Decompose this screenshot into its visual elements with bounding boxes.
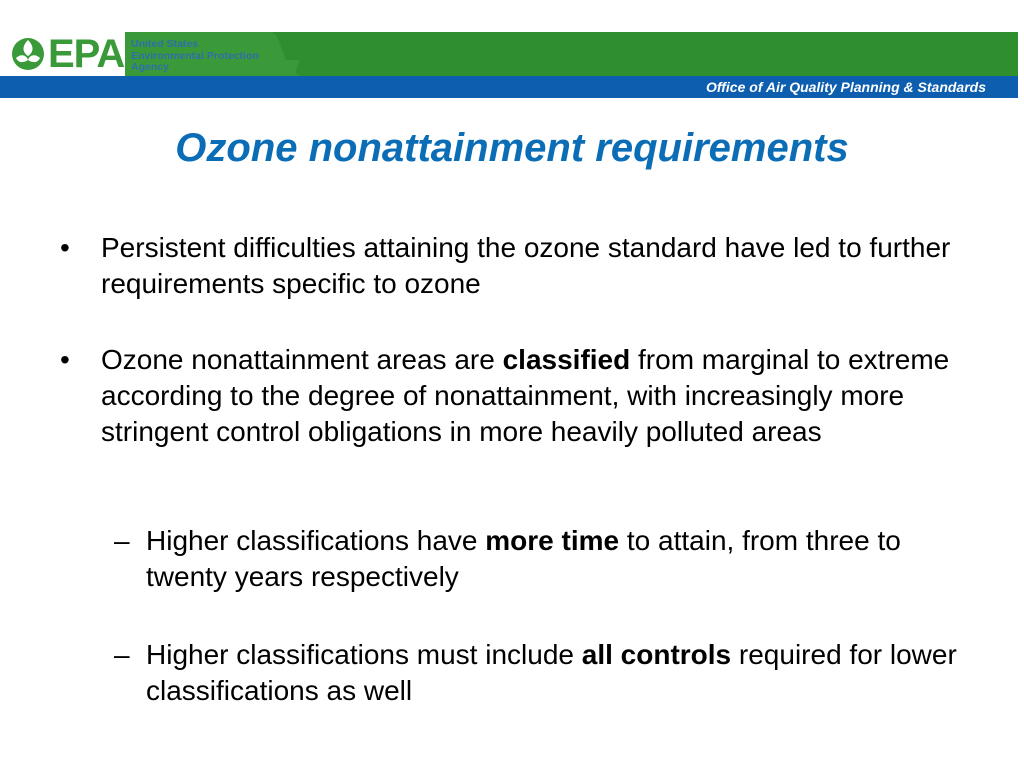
sub-bullet-text-bold: all controls — [581, 639, 732, 670]
agency-line-3: Agency — [131, 61, 169, 73]
epa-logo-mark: EPA — [48, 32, 125, 76]
sub-bullet-marker: – — [114, 525, 130, 556]
agency-line-1: United States — [131, 38, 199, 50]
sub-bullet-text-bold: more time — [485, 525, 620, 556]
bullet-item — [60, 230, 981, 302]
bullet-text-post: from marginal to extreme according to the degree of nonattainment, with increasingly more stringent control obligations in more heavily polluted areas — [101, 344, 950, 447]
bullet-text-bold: classified — [502, 344, 631, 375]
bullet-marker: • — [60, 232, 70, 263]
sub-bullet-text-pre: Higher classifications must include — [146, 639, 582, 670]
bullet-text: Persistent difficulties attaining the ozone standard have led to further requirements specific to ozone — [101, 232, 951, 299]
sub-bullet-item — [114, 637, 986, 709]
agency-line-2: Environmental Protection — [131, 49, 259, 62]
office-name: Office of Air Quality Planning & Standards — [705, 79, 986, 95]
bullet-text-pre: Ozone nonattainment areas are — [101, 344, 503, 375]
sub-bullet-marker: – — [114, 639, 130, 670]
sub-bullet-text-post: required for lower classifications as well — [146, 639, 957, 706]
slide-title: Ozone nonattainment requirements — [175, 126, 849, 170]
sub-bullet-text-pre: Higher classifications have — [146, 525, 486, 556]
sub-bullet-text-post: to attain, from three to twenty years respectively — [146, 525, 901, 592]
bullet-marker: • — [60, 344, 70, 375]
sub-bullet-item — [114, 523, 986, 595]
bullet-item — [60, 342, 981, 450]
